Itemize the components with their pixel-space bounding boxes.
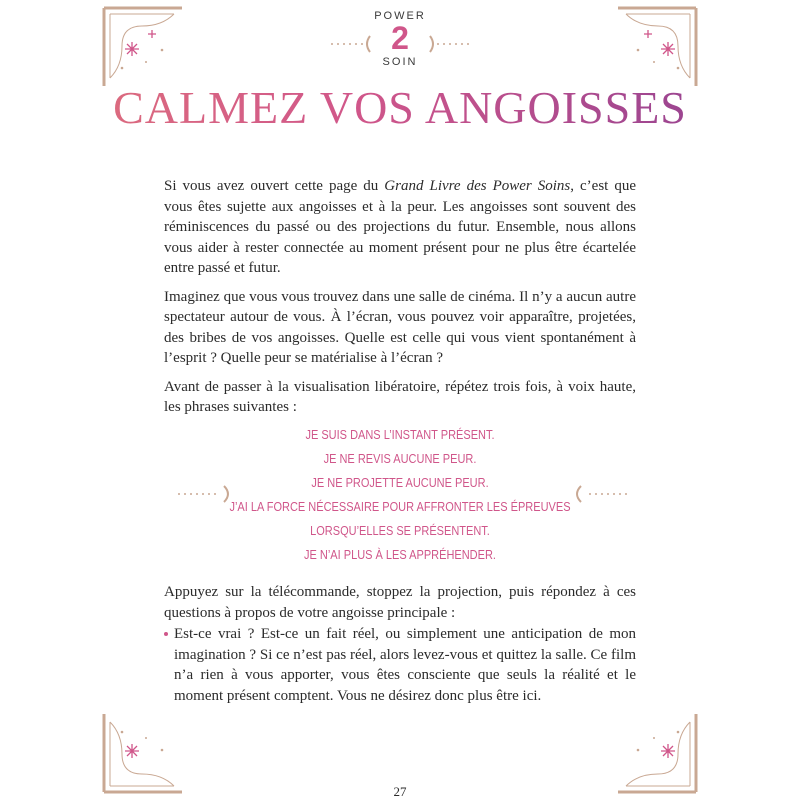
intro-p1-start: Si vous avez ouvert cette page du <box>164 178 385 194</box>
book-title: Grand Livre des Power Soins <box>384 178 571 194</box>
intro-paragraph-3: Avant de passer à la visualisation libératoire, répétez trois fois, à voix haute, les phrases suivantes : <box>164 378 636 415</box>
power-soin-badge <box>330 4 470 74</box>
intro-paragraph-2: Imaginez que vous vous trouvez dans une salle de cinéma. Il n’y a aucun autre spectateur autour de vous. À l’écran, vous pouvez voir apparaître, projetées, des bribes de vos angoisses. Quelle est celle qui vous vient spontanément à l’esprit ? Quelle peur se matérialise à l’écran ? <box>164 288 636 366</box>
badge-number: 2 <box>391 20 409 56</box>
corner-ornament-top-right <box>614 6 698 90</box>
affirmation-line: JE N’AI PLUS À LES APPRÉHENDER. <box>304 548 496 562</box>
affirmation-line: JE NE REVIS AUCUNE PEUR. <box>323 452 477 466</box>
bullet-item <box>164 624 636 706</box>
page-title: CALMEZ VOS ANGOISSES <box>0 80 800 136</box>
intro-p1-end: , c’est que vous êtes sujette aux angoisses et à la peur. Les angoisses sont souvent des réminiscences du passé ou des projections du futur. Ensemble, nous allons vous aider à rester connectée au moment présent pour ne plus être écartelée entre passé et futur. <box>164 178 636 276</box>
intro-paragraph-1 <box>164 176 636 279</box>
badge-top-label: POWER <box>374 10 426 22</box>
bullet-dot-icon <box>164 632 168 636</box>
outro-text <box>164 582 636 706</box>
affirmation-line: JE SUIS DANS L’INSTANT PRÉSENT. <box>305 428 495 442</box>
badge-bottom-label: SOIN <box>382 56 418 68</box>
affirmation-line: JE NE PROJETTE AUCUNE PEUR. <box>311 476 489 490</box>
bullet-text: Est-ce vrai ? Est-ce un fait réel, ou simplement une anticipation de mon imagination ? Si ce n’est pas réel, alors levez-vous et quittez la salle. Ce film n’a rien à vous apporter, vous êtes consciente que seuls la réalité et le moment présent comptent. Vous ne désirez donc plus être ici. <box>174 626 636 704</box>
affirmation-line: J’AI LA FORCE NÉCESSAIRE POUR AFFRONTER LES ÉPREUVES <box>229 500 571 514</box>
page-number: 27 <box>393 784 407 799</box>
corner-ornament-bottom-right <box>614 710 698 794</box>
corner-ornament-bottom-left <box>102 710 186 794</box>
outro-paragraph: Appuyez sur la télécommande, stoppez la projection, puis répondez à ces questions à propos de votre angoisse principale : <box>164 584 636 621</box>
affirmation-line: LORSQU’ELLES SE PRÉSENTENT. <box>310 524 490 538</box>
affirmations-block <box>180 423 620 567</box>
corner-ornament-top-left <box>102 6 186 90</box>
intro-text <box>164 176 636 426</box>
